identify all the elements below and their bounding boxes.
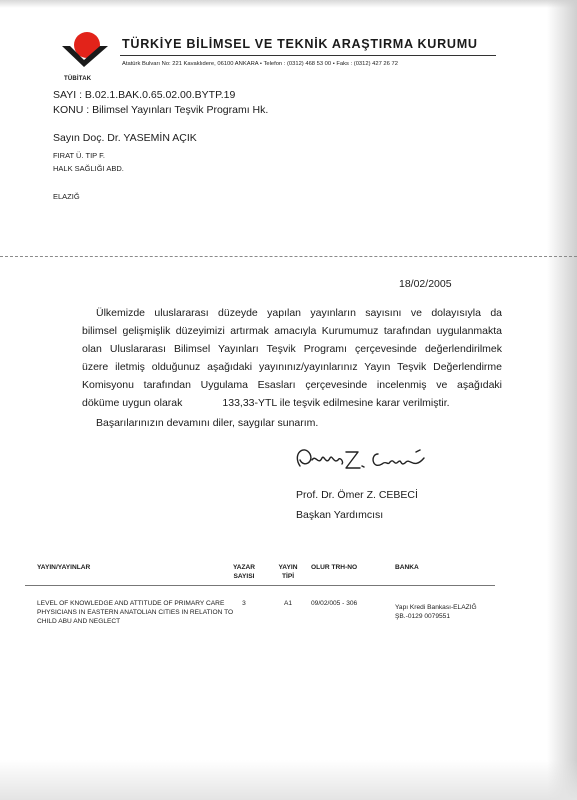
handwritten-signature <box>290 440 440 474</box>
recipient-institution: FIRAT Ü. TIP F. <box>53 151 105 160</box>
header-approval-date-no: OLUR TRH-NO <box>311 564 358 571</box>
subject-line: KONU : Bilimsel Yayınları Teşvik Programı Hk. <box>53 104 269 116</box>
row-title: LEVEL OF KNOWLEDGE AND ATTITUDE OF PRIMARY CARE PHYSICIANS IN EASTERN ANATOLIAN CITIES IN RELATION TO CHILD ABU AND NEGLECT <box>37 600 234 625</box>
closing-line: Başarılarınızın devamını diler, saygılar sunarım. <box>96 417 319 429</box>
fold-line <box>0 256 577 257</box>
grant-amount: 133,33-YTL ile teşvik edilmesine karar verilmiştir. <box>222 397 450 409</box>
body-line: olan Uluslararası Bilimsel Yayınları Teşvik Programı çerçevesinde değerlendirilmek <box>82 343 502 355</box>
recipient-city: ELAZIĞ <box>53 192 80 201</box>
reference-number: SAYI : B.02.1.BAK.0.65.02.00.BYTP.19 <box>53 89 236 101</box>
header-publication-type: YAYIN TİPİ <box>278 564 298 580</box>
row-author-count: 3 <box>242 600 246 607</box>
row-publication-type: A1 <box>283 600 293 607</box>
org-name: TÜRKİYE BİLİMSEL VE TEKNİK ARAŞTIRMA KURUMU <box>122 37 478 51</box>
scan-edge-right <box>547 0 577 800</box>
body-line: bilimsel gelişmişlik düzeyimizi artırmak amacıyla Kurumumuz tarafından uygulanmakta <box>82 325 502 337</box>
row-approval-date-no: 09/02/005 - 306 <box>311 600 358 607</box>
body-line: Komisyonu tarafından Uygulama Esasları çerçevesinde incelenmiş ve aşağıdaki <box>82 379 502 391</box>
signer-title: Başkan Yardımcısı <box>296 509 384 521</box>
body-line: Ülkemizde uluslararası düzeyde yapılan yayınların sayısını ve dolayısıyla da <box>96 307 502 319</box>
header-author-count: YAZAR SAYISI <box>232 564 256 580</box>
header-divider <box>120 55 496 56</box>
header-bank: BANKA <box>395 564 419 571</box>
row-bank: Yapı Kredi Bankası-ELAZIĞ ŞB.-0129 0079551 <box>395 604 477 620</box>
logo-caption: TÜBİTAK <box>64 76 92 82</box>
scan-edge-top <box>0 0 577 8</box>
recipient-name: Sayın Doç. Dr. YASEMİN AÇIK <box>53 132 197 144</box>
signer-name: Prof. Dr. Ömer Z. CEBECİ <box>296 489 418 501</box>
tubitak-logo-icon <box>60 26 110 78</box>
letter-date: 18/02/2005 <box>399 278 452 290</box>
body-last-line <box>82 394 502 412</box>
header-title: YAYIN/YAYINLAR <box>37 564 91 571</box>
scan-edge-bottom <box>0 760 577 800</box>
letter-body <box>82 304 502 412</box>
body-last-prefix: döküme uygun olarak <box>82 397 183 409</box>
org-address: Atatürk Bulvarı No: 221 Kavaklıdere, 06100 ANKARA • Telefon : (0312) 468 53 00 • Faks : (0312) 427 26 72 <box>122 61 398 67</box>
body-line: üzere iletmiş olduğunuz aşağıdaki yayınınız/yayınlarınız Yayın Teşvik Değerlendirme <box>82 361 502 373</box>
table-header-divider <box>25 585 495 586</box>
signature-stroke <box>297 450 424 468</box>
recipient-department: HALK SAĞLIĞI ABD. <box>53 164 124 173</box>
